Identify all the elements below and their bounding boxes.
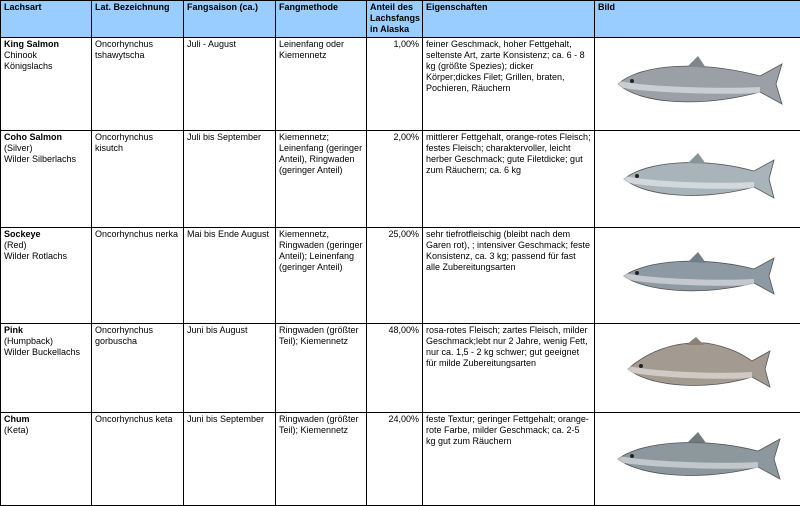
table-row [1,413,800,506]
header-lat: Lat. Bezeichnung [92,1,184,38]
cell-eigenschaften: feste Textur; geringer Fettgehalt; orange-rote Farbe, milder Geschmack; ca. 2-5 kg gut zum Räuchern [423,413,595,506]
header-saison: Fangsaison (ca.) [184,1,276,38]
cell-lachsart [1,324,92,413]
cell-anteil: 2,00% [367,131,423,228]
cell-saison: Juli - August [184,38,276,131]
cell-bild [595,228,800,324]
cell-eigenschaften: mittlerer Fettgehalt, orange-rotes Fleisch; festes Fleisch; charaktervoller, leicht herber Geschmack; gute Filetdicke; gut zum Räuchern; ca. 6 kg [423,131,595,228]
cell-lachsart [1,131,92,228]
king-salmon-fish-icon [610,54,786,114]
cell-lat: Oncorhynchus gorbuscha [92,324,184,413]
table-row [1,324,800,413]
salmon-german-name: Wilder Buckellachs [4,347,88,358]
cell-bild [595,131,800,228]
cell-saison: Mai bis Ende August [184,228,276,324]
salmon-german-name: Königslachs [4,61,88,72]
salmon-name: Coho Salmon [4,132,88,143]
cell-lat: Oncorhynchus kisutch [92,131,184,228]
cell-anteil: 48,00% [367,324,423,413]
table-row [1,38,800,131]
salmon-name: King Salmon [4,39,88,50]
sockeye-salmon-fish-icon [618,249,778,303]
coho-salmon-fish-icon [618,151,778,207]
salmon-alt-name: (Red) [4,240,88,251]
table-row [1,228,800,324]
header-row [1,1,800,38]
cell-eigenschaften: sehr tiefrotfleischig (bleibt nach dem Garen rot), ; intensiver Geschmack; feste Konsistenz, ca. 3 kg; passend für fast alle Zubereitungsarten [423,228,595,324]
cell-lat: Oncorhynchus tshawytscha [92,38,184,131]
cell-anteil: 1,00% [367,38,423,131]
cell-bild [595,413,800,506]
cell-anteil: 24,00% [367,413,423,506]
cell-bild [595,38,800,131]
cell-methode: Leinenfang oder Kiemennetz [276,38,367,131]
chum-salmon-fish-icon [612,429,784,489]
cell-bild [595,324,800,413]
salmon-name: Pink [4,325,88,336]
cell-lachsart [1,413,92,506]
cell-saison: Juni bis August [184,324,276,413]
cell-lachsart [1,228,92,324]
cell-lachsart [1,38,92,131]
salmon-alt-name: (Keta) [4,425,88,436]
salmon-alt-name: Chinook [4,50,88,61]
cell-lat: Oncorhynchus nerka [92,228,184,324]
cell-lat: Oncorhynchus keta [92,413,184,506]
header-methode: Fangmethode [276,1,367,38]
cell-saison: Juli bis September [184,131,276,228]
cell-methode: Kiemennetz; Leinenfang (geringer Anteil), Ringwaden (geringer Anteil) [276,131,367,228]
pink-salmon-fish-icon [622,337,774,399]
salmon-german-name: Wilder Silberlachs [4,154,88,165]
salmon-name: Sockeye [4,229,88,240]
cell-methode: Ringwaden (größter Teil); Kiemennetz [276,413,367,506]
cell-anteil: 25,00% [367,228,423,324]
header-bild: Bild [595,1,800,38]
cell-methode: Ringwaden (größter Teil); Kiemennetz [276,324,367,413]
cell-methode: Kiemennetz, Ringwaden (geringer Anteil); Leinenfang (geringer Anteil) [276,228,367,324]
salmon-name: Chum [4,414,88,425]
cell-saison: Juni bis September [184,413,276,506]
salmon-alt-name: (Silver) [4,143,88,154]
header-eigenschaften: Eigenschaften [423,1,595,38]
header-anteil: Anteil des Lachsfangs in Alaska [367,1,423,38]
header-lachsart: Lachsart [1,1,92,38]
cell-eigenschaften: rosa-rotes Fleisch; zartes Fleisch, milder Geschmack;lebt nur 2 Jahre, wenig Fett, nur ca. 1,5 - 2 kg schwer; gut geeignet für milde Zubereitungsarten [423,324,595,413]
salmon-alt-name: (Humpback) [4,336,88,347]
cell-eigenschaften: feiner Geschmack, hoher Fettgehalt, seltenste Art, zarte Konsistenz; ca. 6 - 8 kg (größte Spezies); dicker Körper;dickes Filet; Grillen, braten, Pochieren, Räuchern [423,38,595,131]
table-row [1,131,800,228]
salmon-german-name: Wilder Rotlachs [4,251,88,262]
